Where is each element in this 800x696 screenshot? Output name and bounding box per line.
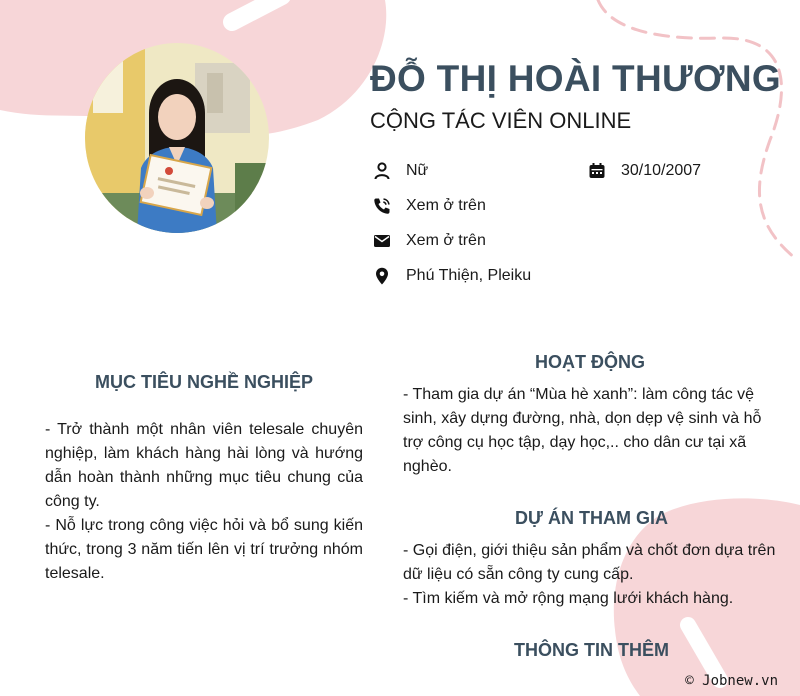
email-value: Xem ở trên — [406, 232, 486, 249]
birthday-row — [587, 161, 701, 181]
projects-body — [403, 539, 780, 611]
activities-body — [403, 383, 777, 479]
address-value: Phú Thiện, Pleiku — [406, 267, 532, 284]
objective-line: - Nỗ lực trong công việc hỏi và bổ sung kiến thức, trong 3 năm tiến lên vị trí trưởng nhóm telesale. — [45, 517, 363, 582]
projects-line: - Gọi điện, giới thiệu sản phẩm và chốt đơn dựa trên dữ liệu có sẵn công ty cung cấp. — [403, 542, 776, 583]
avatar — [85, 43, 269, 233]
person-icon — [372, 161, 392, 181]
address-row — [372, 266, 531, 286]
gender-row — [372, 161, 428, 181]
birthday-value: 30/10/2007 — [621, 162, 702, 179]
job-position: CỘNG TÁC VIÊN ONLINE — [370, 108, 632, 133]
footer-credit: © Jobnew.vn — [685, 673, 778, 689]
candidate-name: ĐỖ THỊ HOÀI THƯƠNG — [370, 58, 781, 99]
objective-line: - Trở thành một nhân viên telesale chuyên nghiệp, làm khách hàng hài lòng và hướng dẫn hoàn thành những mục tiêu chung của công ty. — [45, 421, 363, 510]
phone-icon — [372, 196, 392, 216]
location-icon — [372, 266, 392, 286]
mail-icon — [372, 231, 392, 251]
projects-title: DỰ ÁN THAM GIA — [515, 508, 668, 528]
objective-title: MỤC TIÊU NGHỀ NGHIỆP — [94, 372, 313, 392]
activities-title: HOẠT ĐỘNG — [535, 352, 645, 372]
objective-body — [45, 418, 363, 586]
extra-title: THÔNG TIN THÊM — [514, 640, 669, 660]
email-row — [372, 231, 486, 251]
projects-line: - Tìm kiếm và mở rộng mạng lưới khách hàng. — [403, 590, 734, 607]
calendar-icon — [587, 161, 607, 181]
activities-line: - Tham gia dự án “Mùa hè xanh”: làm công tác vệ sinh, xây dựng đường, nhà, dọn dẹp vệ sinh và hỗ trợ công cụ học tập, dạy học,.. cho dân cư tại xã nghèo. — [403, 386, 762, 475]
phone-row — [372, 196, 486, 216]
gender-value: Nữ — [406, 162, 429, 179]
phone-value: Xem ở trên — [406, 197, 486, 214]
